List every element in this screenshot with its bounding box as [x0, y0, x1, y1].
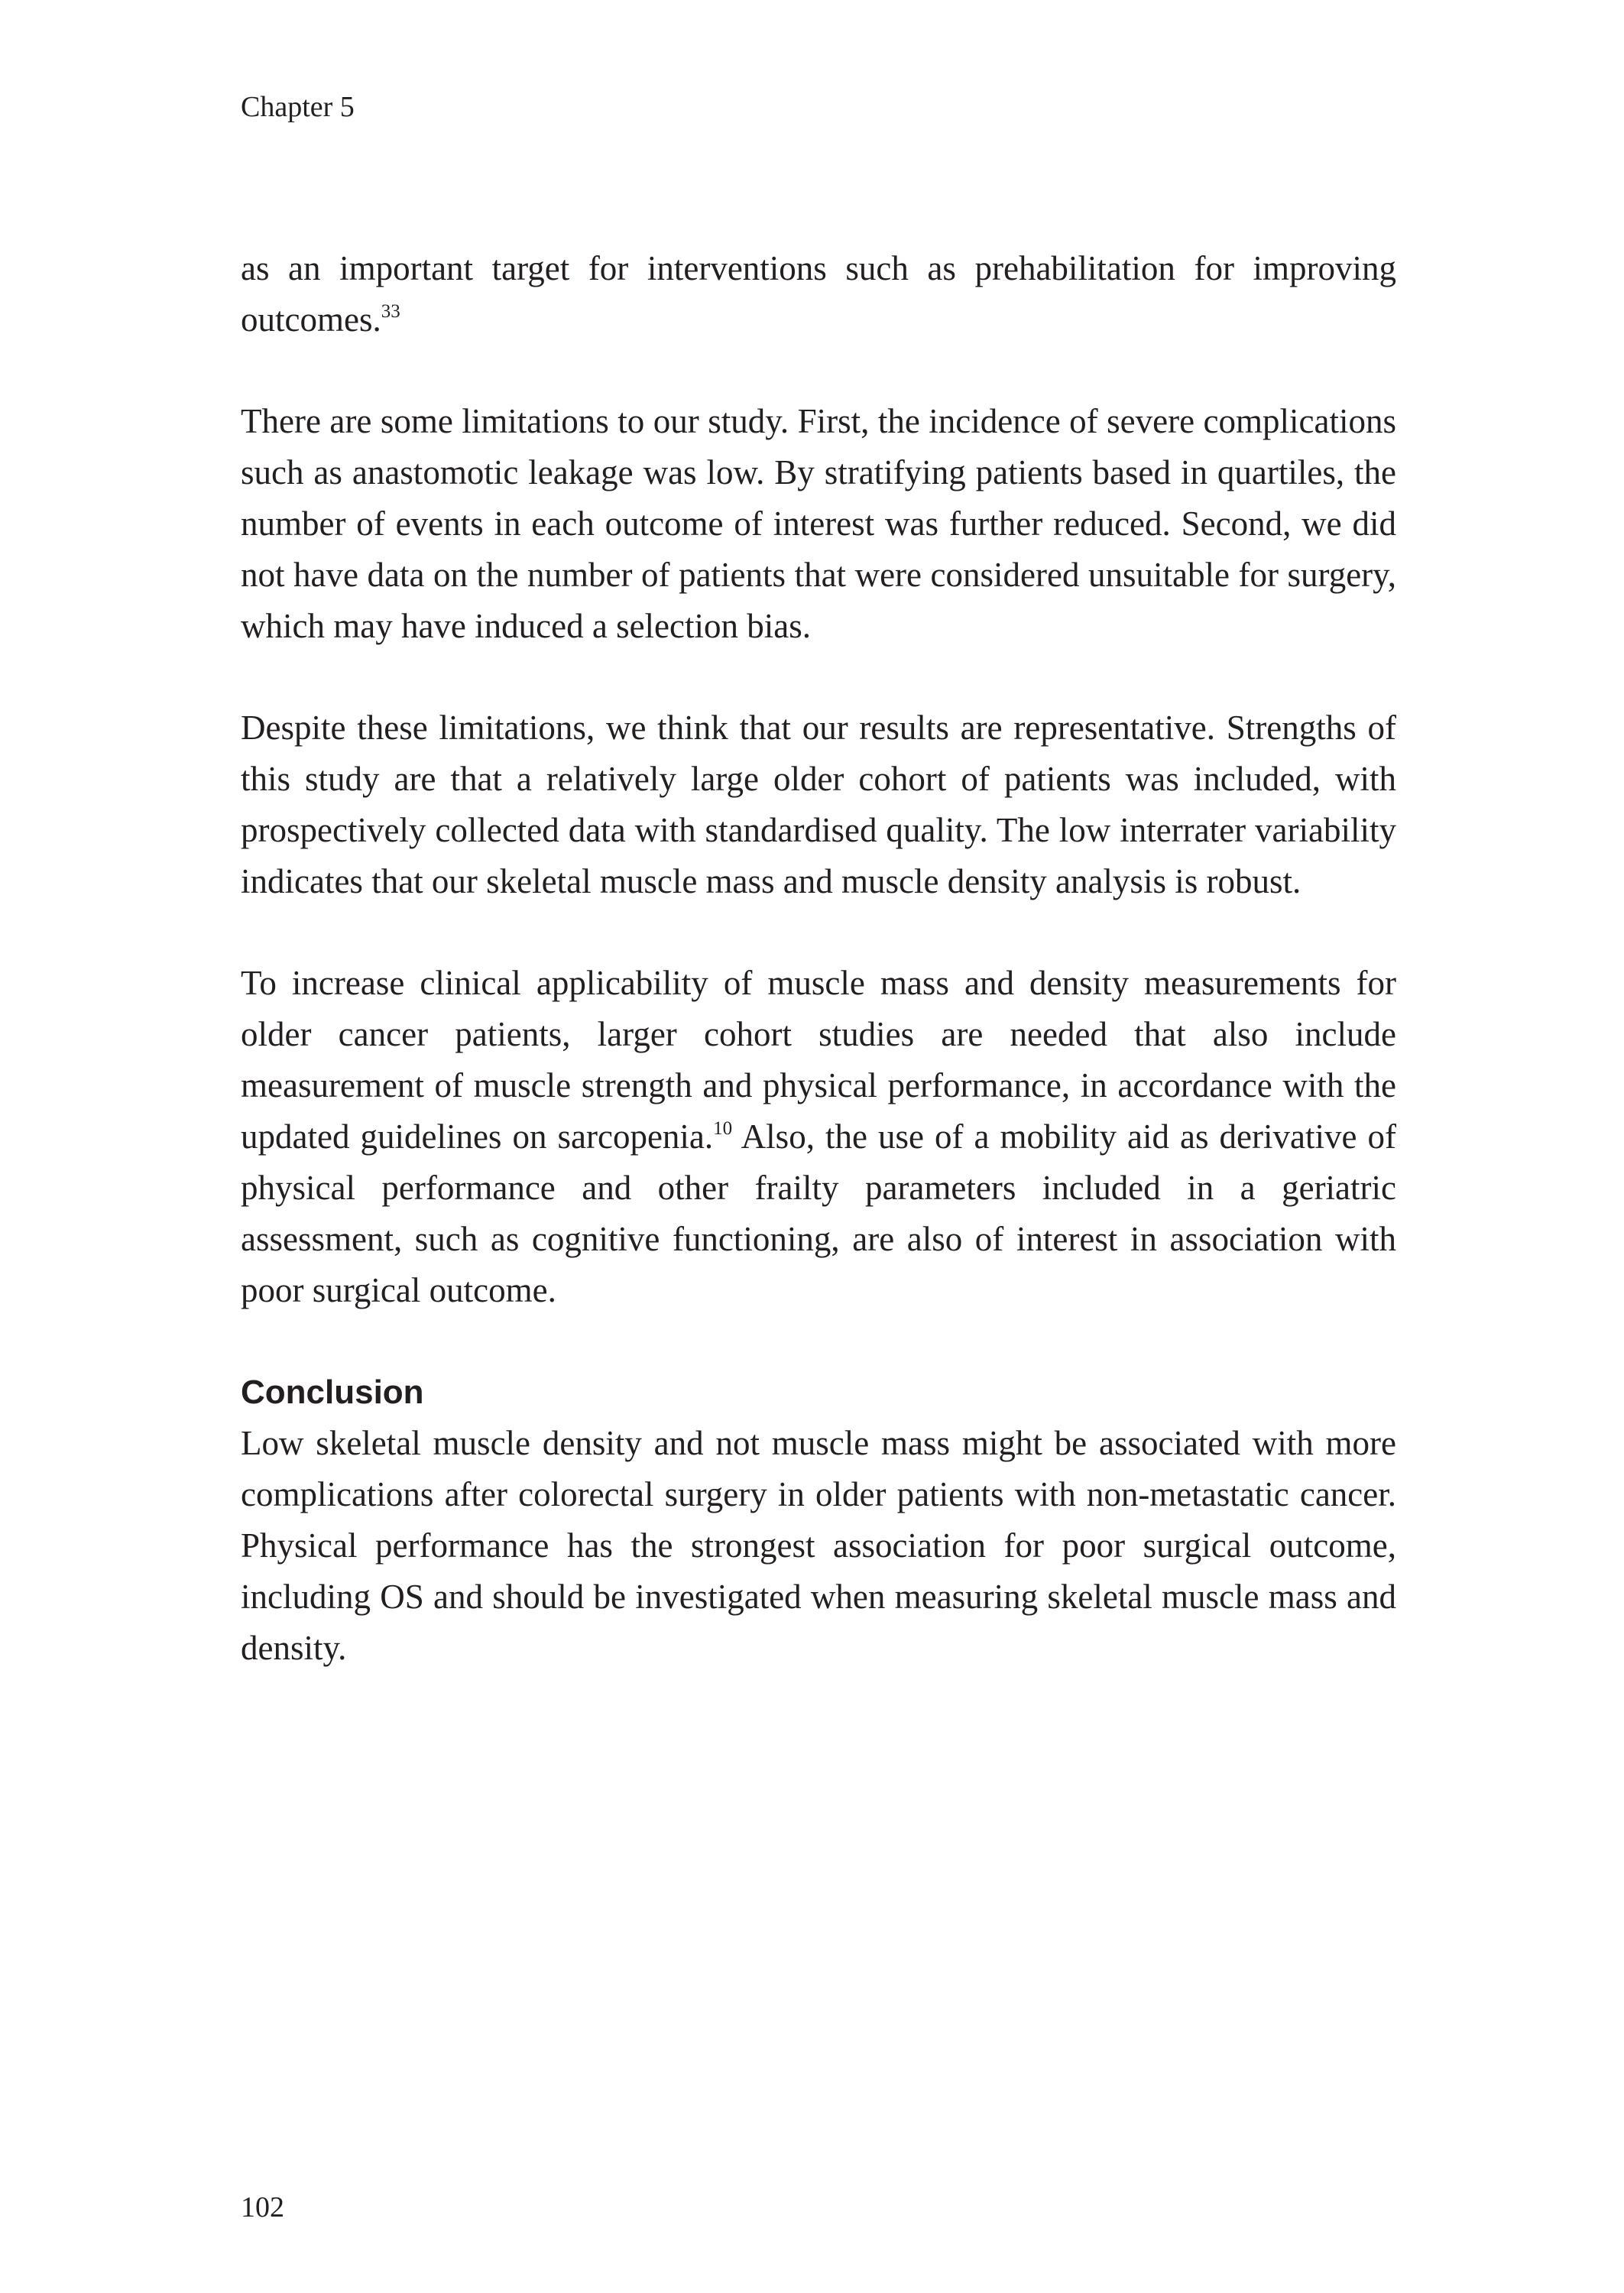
paragraph-text: as an important target for interventions such as prehabilitation for improving outcomes.	[241, 249, 1396, 339]
page-body	[241, 243, 1396, 1724]
paragraph-conclusion: Low skeletal muscle density and not muscle mass might be associated with more complications after colorectal surgery in older patients with non-metastatic cancer. Physical performance has the strongest association for poor surgical outcome, including OS and should be investigated when measuring skeletal muscle mass and density.	[241, 1424, 1396, 1667]
reference-superscript: 33	[381, 301, 400, 322]
page-number: 102	[241, 2191, 284, 2223]
reference-superscript: 10	[713, 1118, 733, 1139]
paragraph-text: Also, the use of a mobility aid as derivative of physical performance and other frailty parameters included in a geriatric assessment, such as cognitive functioning, are also of interest in association with poor surgical outcome.	[241, 1117, 1396, 1309]
paragraph-text: To increase clinical applicability of muscle mass and density measurements for older cancer patients, larger cohort studies are needed that also include measurement of muscle strength and physical performance, in accordance with the updated guidelines on sarcopenia.	[241, 964, 1396, 1156]
section-heading-conclusion: Conclusion	[241, 1374, 424, 1411]
paragraph-limitations: There are some limitations to our study. First, the incidence of severe complications such as anastomotic leakage was low. By stratifying patients based in quartiles, the number of events in each outcome of interest was further reduced. Second, we did not have data on the number of patients that were considered unsuitable for surgery, which may have induced a selection bias.	[241, 402, 1396, 645]
paragraph-strengths: Despite these limitations, we think that our results are representative. Strengths of this study are that a relatively large older cohort of patients was included, with prospectively collected data with standardised quality. The low interrater variability indicates that our skeletal muscle mass and muscle density analysis is robust.	[241, 709, 1396, 900]
running-header: Chapter 5	[241, 91, 355, 123]
paragraph-future-research	[241, 958, 1396, 1316]
paragraph-prehabilitation	[241, 243, 1396, 345]
